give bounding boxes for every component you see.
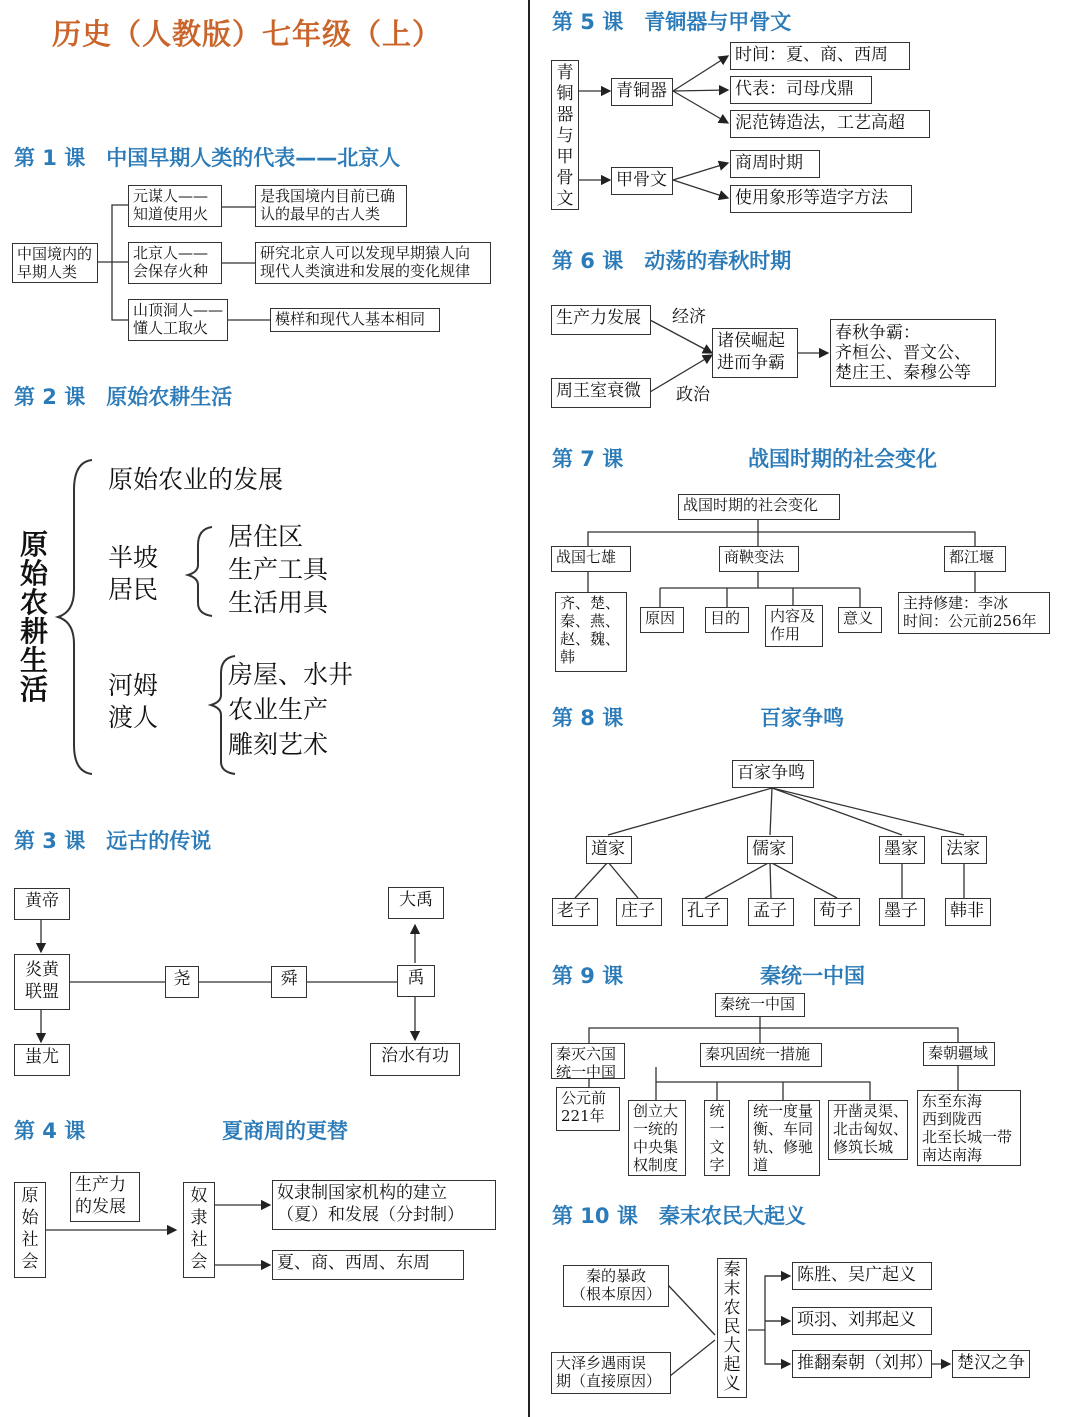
l9-root: 秦统一中国	[715, 993, 805, 1017]
l3-dayu: 大禹	[388, 887, 444, 919]
l2-item-agriculture: 原始农业的发展	[108, 465, 284, 494]
l7-sy-item: 意义	[838, 607, 882, 633]
l8-person: 孟子	[748, 898, 794, 926]
lesson-1-heading: 第 1 课 中国早期人类的代表——北京人	[14, 146, 401, 170]
l2-banpo-item: 生活用具	[228, 588, 329, 617]
l8-root: 百家争鸣	[732, 760, 814, 788]
l3-huangdi: 黄帝	[14, 888, 70, 920]
l7-sy-item: 内容及 作用	[765, 605, 823, 647]
l2-hemudu-item: 雕刻艺术	[228, 730, 329, 759]
l4-shengchanli: 生产力 的发展	[70, 1172, 140, 1222]
l6-shengchanli: 生产力发展	[551, 305, 651, 335]
l5-bronze-item: 代表：司母戊鼎	[730, 76, 872, 104]
l6-econ-label: 经济	[672, 307, 706, 327]
lesson-3-heading: 第 3 课 远古的传说	[14, 829, 212, 853]
l9-b-item: 开凿灵渠、 北击匈奴、 修筑长城	[828, 1100, 908, 1160]
l5-oracle-item: 使用象形等造字方法	[730, 185, 912, 213]
l10-result-3: 推翻秦朝（刘邦）	[792, 1350, 932, 1378]
lesson-5-heading: 第 5 课 青铜器与甲骨文	[552, 10, 792, 34]
lesson-8-heading: 百家争鸣	[760, 706, 844, 730]
l6-pol-label: 政治	[676, 385, 710, 405]
l8-school: 儒家	[747, 836, 793, 864]
lesson-8-heading-num: 第 8 课	[552, 706, 624, 730]
lesson-4-heading: 夏商周的更替	[222, 1119, 348, 1143]
l1-shandingdong-desc: 模样和现代人基本相同	[270, 308, 440, 332]
l8-school: 道家	[586, 836, 632, 864]
l2-banpo-item: 居住区	[228, 522, 304, 551]
l2-banpo: 半坡 居民	[108, 543, 159, 604]
l9-b-item: 统一度量 衡、车同 轨、修驰 道	[748, 1100, 820, 1176]
l2-hemudu-item: 房屋、水井	[228, 660, 354, 689]
l3-zhishui: 治水有功	[370, 1043, 460, 1076]
lesson-6-heading: 第 6 课 动荡的春秋时期	[552, 249, 792, 273]
l8-person: 庄子	[616, 898, 662, 926]
l7-sy-item: 目的	[705, 607, 749, 633]
l8-person: 荀子	[814, 898, 860, 926]
lesson-2-heading: 第 2 课 原始农耕生活	[14, 385, 233, 409]
l7-root: 战国时期的社会变化	[678, 494, 840, 520]
l1-shandingdong: 山顶洞人—— 懂人工取火	[128, 299, 228, 341]
l1-beijing: 北京人—— 会保存火种	[128, 242, 222, 284]
l7-qixiong-list: 齐、楚、 秦、燕、 赵、魏、 韩	[555, 592, 627, 672]
l7-qixiong: 战国七雄	[551, 546, 631, 572]
l5-root: 青铜器与甲骨文	[551, 60, 579, 210]
lesson-7-heading: 战国时期的社会变化	[748, 447, 937, 471]
l3-yao: 尧	[165, 966, 199, 998]
l2-root: 原始农耕生活	[19, 528, 48, 706]
page-title: 历史（人教版）七年级（上）	[52, 17, 443, 51]
l8-school: 墨家	[879, 836, 925, 864]
l3-chiyou: 蚩尤	[14, 1044, 70, 1076]
l10-center: 秦末农民大起义	[717, 1258, 747, 1398]
l5-bronze-item: 时间：夏、商、西周	[730, 42, 910, 70]
l4-dynasties: 夏、商、西周、东周	[272, 1250, 464, 1280]
l7-shangyang: 商鞅变法	[719, 546, 799, 572]
l1-yuanmou: 元谋人—— 知道使用火	[128, 185, 222, 227]
l5-oracle-item: 商周时期	[730, 150, 820, 178]
l8-person: 孔子	[682, 898, 728, 926]
l10-cause-2: 大泽乡遇雨误 期（直接原因）	[551, 1352, 671, 1394]
l3-yanhuang: 炎黄 联盟	[14, 954, 70, 1010]
l7-dujiangyan-desc: 主持修建：李冰 时间：公元前256年	[898, 592, 1050, 634]
l9-a-date: 公元前 221年	[556, 1087, 620, 1131]
lesson-9-heading-num: 第 9 课	[552, 964, 624, 988]
l6-result: 春秋争霸： 齐桓公、晋文公、 楚庄王、秦穆公等	[830, 319, 996, 387]
l10-result-1: 陈胜、吴广起义	[792, 1262, 932, 1290]
l2-hemudu-item: 农业生产	[228, 695, 329, 724]
l1-root: 中国境内的 早期人类	[12, 243, 98, 283]
l10-result-2: 项羽、刘邦起义	[792, 1307, 932, 1335]
l3-shun: 舜	[271, 966, 307, 998]
l8-person: 墨子	[879, 898, 925, 926]
l9-a: 秦灭六国 统一中国	[551, 1043, 625, 1079]
l4-yuanshi: 原始社会	[14, 1182, 46, 1278]
l9-c: 秦朝疆域	[923, 1042, 995, 1066]
l10-result-4: 楚汉之争	[952, 1350, 1030, 1378]
l9-b: 秦巩固统一措施	[700, 1043, 822, 1067]
l8-person: 韩非	[945, 898, 991, 926]
l6-zhuhou: 诸侯崛起 进而争霸	[712, 328, 798, 378]
l2-hemudu-items	[228, 657, 353, 762]
lesson-9-heading: 秦统一中国	[760, 964, 865, 988]
lesson-4-heading-num: 第 4 课	[14, 1119, 86, 1143]
lesson-10-heading: 第 10 课 秦末农民大起义	[552, 1204, 806, 1228]
lesson-7-heading-num: 第 7 课	[552, 447, 624, 471]
l4-nuli: 奴隶社会	[183, 1182, 215, 1278]
l4-jianli: 奴隶制国家机构的建立 （夏）和发展（分封制）	[272, 1180, 496, 1230]
l1-beijing-desc: 研究北京人可以发现早期猿人向 现代人类演进和发展的变化规律	[255, 242, 491, 284]
l9-b-item: 创立大 一统的 中央集 权制度	[628, 1100, 686, 1176]
l5-bronze: 青铜器	[611, 78, 673, 106]
l2-hemudu: 河姆 渡人	[108, 671, 159, 732]
l10-cause-1: 秦的暴政 （根本原因）	[563, 1265, 669, 1307]
l7-sy-item: 原因	[640, 607, 684, 633]
l7-dujiangyan: 都江堰	[944, 546, 1006, 572]
column-divider	[528, 0, 530, 1417]
l1-yuanmou-desc: 是我国境内目前已确 认的最早的古人类	[255, 185, 407, 227]
l8-person: 老子	[552, 898, 598, 926]
l9-c-desc: 东至东海 西到陇西 北至长城一带 南达南海	[917, 1090, 1021, 1166]
l2-banpo-items	[228, 520, 328, 619]
l5-oracle: 甲骨文	[611, 167, 673, 195]
l5-bronze-item: 泥范铸造法，工艺高超	[730, 110, 930, 138]
l2-banpo-item: 生产工具	[228, 555, 329, 584]
l8-school: 法家	[941, 836, 987, 864]
l9-b-item: 统一文字	[704, 1100, 730, 1176]
l3-yu: 禹	[397, 965, 435, 997]
l6-zhouwangshi: 周王室衰微	[551, 378, 651, 408]
